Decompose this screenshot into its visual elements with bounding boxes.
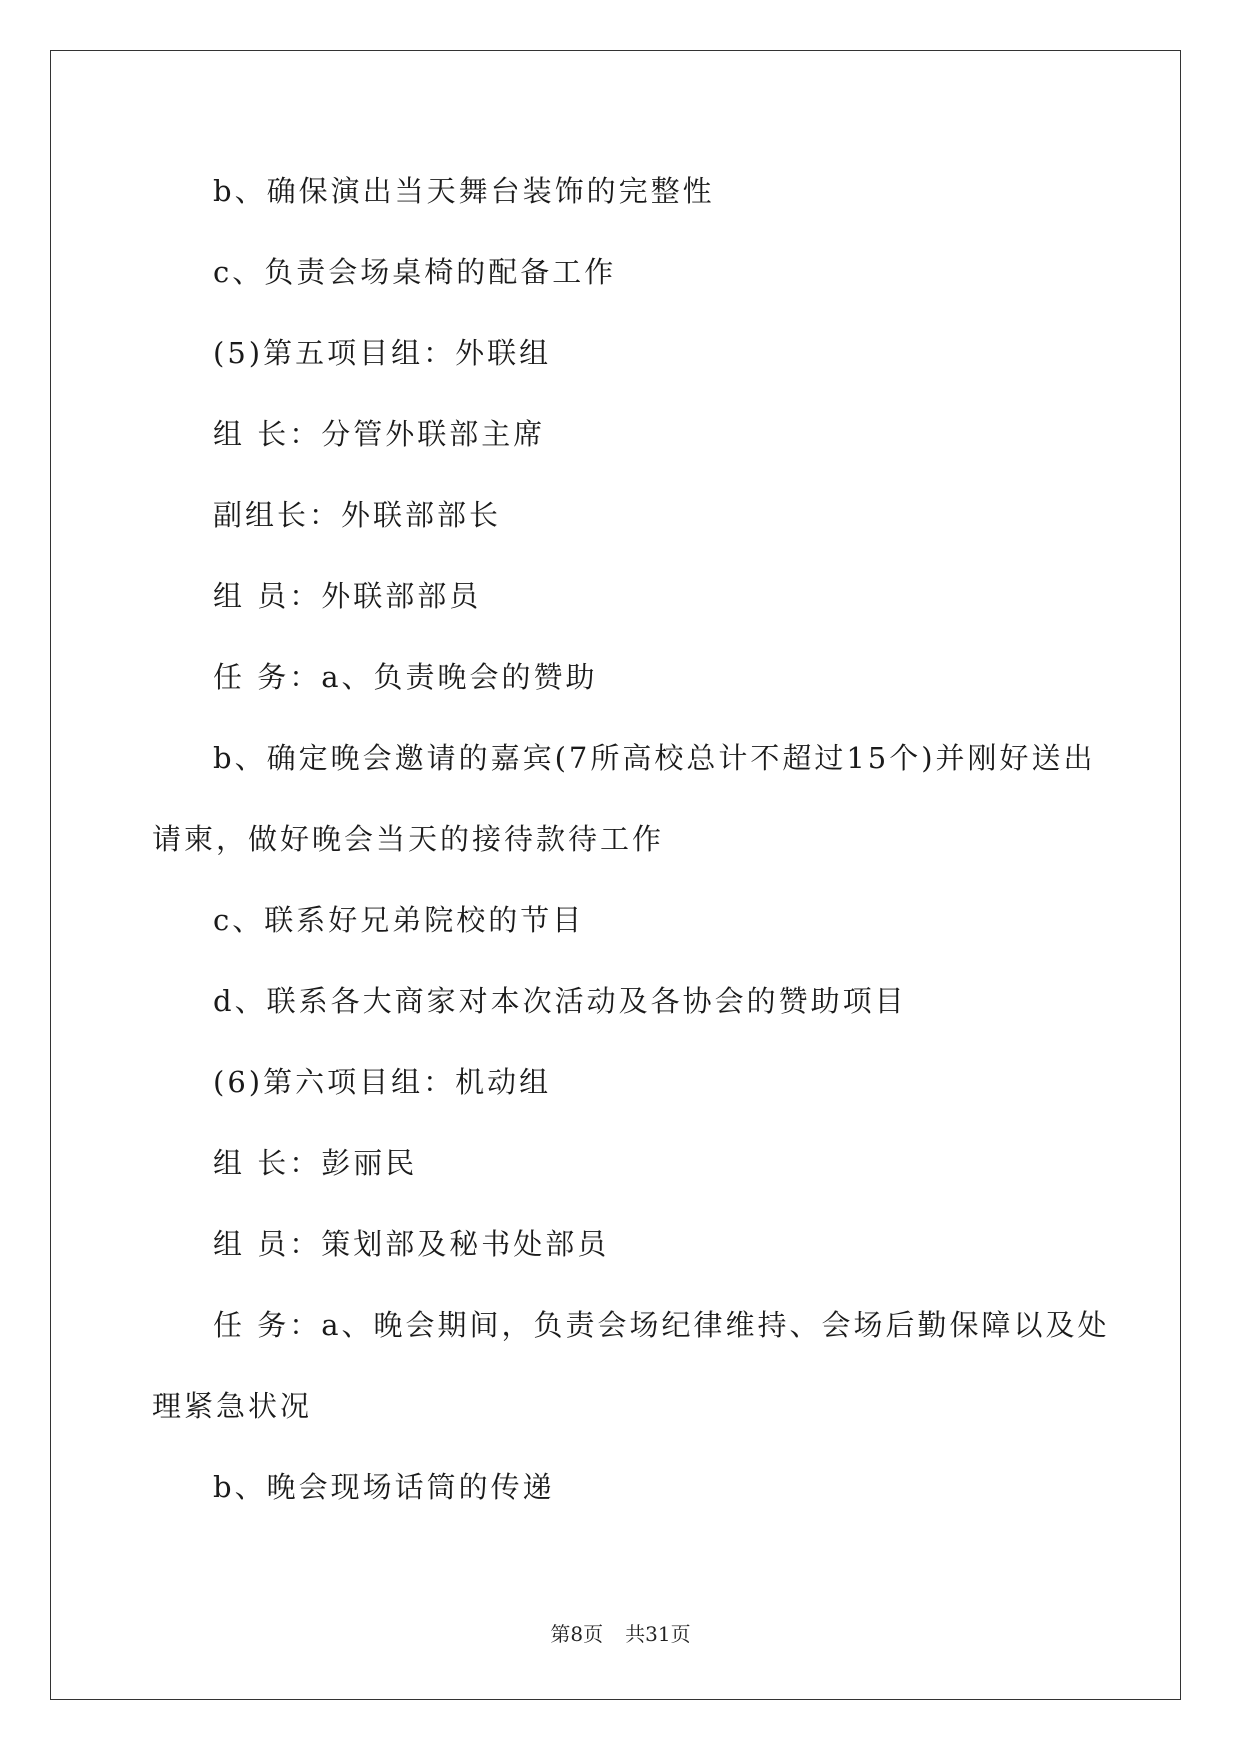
text-line: b、晚会现场话筒的传递 — [213, 1470, 555, 1504]
text-line: 任 务：a、晚会期间，负责会场纪律维持、会场后勤保障以及处 — [213, 1308, 1110, 1342]
section-heading: (5)第五项目组：外联组 — [213, 336, 552, 370]
text-line: 任 务：a、负责晚会的赞助 — [213, 660, 598, 694]
text-line: b、确定晚会邀请的嘉宾(7所高校总计不超过15个)并刚好送出 — [213, 741, 1096, 775]
text-line: c、负责会场桌椅的配备工作 — [213, 255, 617, 289]
text-line: 组 长：彭丽民 — [213, 1146, 418, 1180]
text-line: 理紧急状况 — [152, 1389, 313, 1423]
page-footer — [0, 1620, 1241, 1648]
text-line: c、联系好兄弟院校的节目 — [213, 903, 585, 937]
text-line: 组 长：分管外联部主席 — [213, 417, 546, 451]
text-line: 组 员：策划部及秘书处部员 — [213, 1227, 610, 1261]
page-border — [50, 50, 1181, 1700]
text-line: d、联系各大商家对本次活动及各协会的赞助项目 — [213, 984, 907, 1018]
text-line: b、确保演出当天舞台装饰的完整性 — [213, 174, 715, 208]
text-line: 组 员：外联部部员 — [213, 579, 482, 613]
text-line: 请柬，做好晚会当天的接待款待工作 — [152, 822, 665, 856]
total-pages: 共31页 — [625, 1622, 691, 1646]
page-number: 第8页 — [550, 1622, 604, 1646]
section-heading: (6)第六项目组：机动组 — [213, 1065, 552, 1099]
text-line: 副组长：外联部部长 — [213, 498, 502, 532]
